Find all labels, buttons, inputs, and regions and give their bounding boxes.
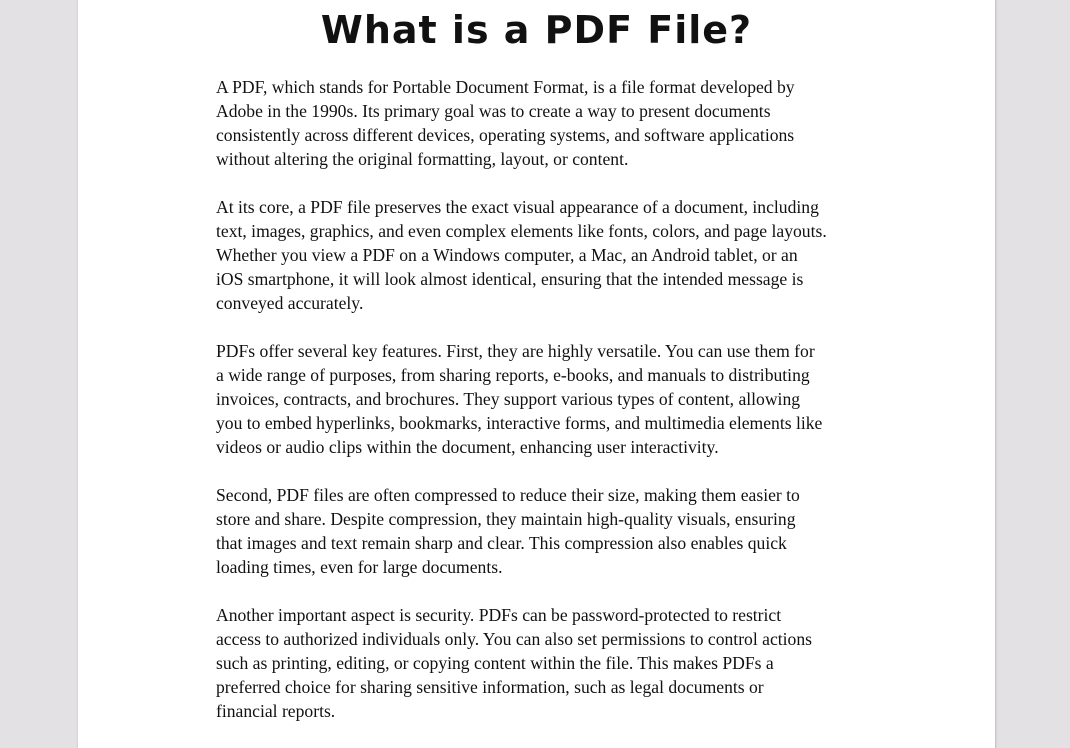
text-line: financial reports.	[216, 701, 336, 721]
text-line: videos or audio clips within the document, enhancing user interactivity.	[216, 437, 719, 457]
text-line: loading times, even for large documents.	[216, 557, 503, 577]
text-line: store and share. Despite compression, they maintain high-quality visuals, ensuring	[216, 509, 796, 529]
text-line: Second, PDF files are often compressed to reduce their size, making them easier to	[216, 485, 800, 505]
text-line: Whether you view a PDF on a Windows computer, a Mac, an Android tablet, or an	[216, 245, 798, 265]
text-line: preferred choice for sharing sensitive information, such as legal documents or	[216, 677, 764, 697]
text-line: that images and text remain sharp and clear. This compression also enables quick	[216, 533, 787, 553]
text-line: PDFs offer several key features. First, they are highly versatile. You can use them for	[216, 341, 815, 361]
text-line: conveyed accurately.	[216, 293, 364, 313]
text-line: At its core, a PDF file preserves the exact visual appearance of a document, including	[216, 197, 819, 217]
text-line: text, images, graphics, and even complex elements like fonts, colors, and page layouts.	[216, 221, 827, 241]
text-line: you to embed hyperlinks, bookmarks, interactive forms, and multimedia elements like	[216, 413, 823, 433]
text-line: without altering the original formatting, layout, or content.	[216, 149, 629, 169]
page-title: What is a PDF File?	[320, 8, 753, 52]
text-line: consistently across different devices, operating systems, and software applications	[216, 125, 795, 145]
paragraph	[216, 75, 827, 171]
document-body	[216, 75, 827, 747]
paragraph	[216, 483, 827, 579]
text-line: access to authorized individuals only. You can also set permissions to control actions	[216, 629, 812, 649]
text-line: Another important aspect is security. PDFs can be password-protected to restrict	[216, 605, 782, 625]
paragraph	[216, 339, 827, 459]
text-line: iOS smartphone, it will look almost identical, ensuring that the intended message is	[216, 269, 804, 289]
text-line: A PDF, which stands for Portable Document Format, is a file format developed by	[216, 77, 795, 97]
paragraph	[216, 195, 827, 315]
text-line: a wide range of purposes, from sharing reports, e-books, and manuals to distributing	[216, 365, 810, 385]
text-line: invoices, contracts, and brochures. They support various types of content, allowing	[216, 389, 801, 409]
pdf-page	[78, 0, 996, 748]
paragraph	[216, 603, 827, 723]
text-line: such as printing, editing, or copying content within the file. This makes PDFs a	[216, 653, 774, 673]
text-line: Adobe in the 1990s. Its primary goal was to create a way to present documents	[216, 101, 771, 121]
